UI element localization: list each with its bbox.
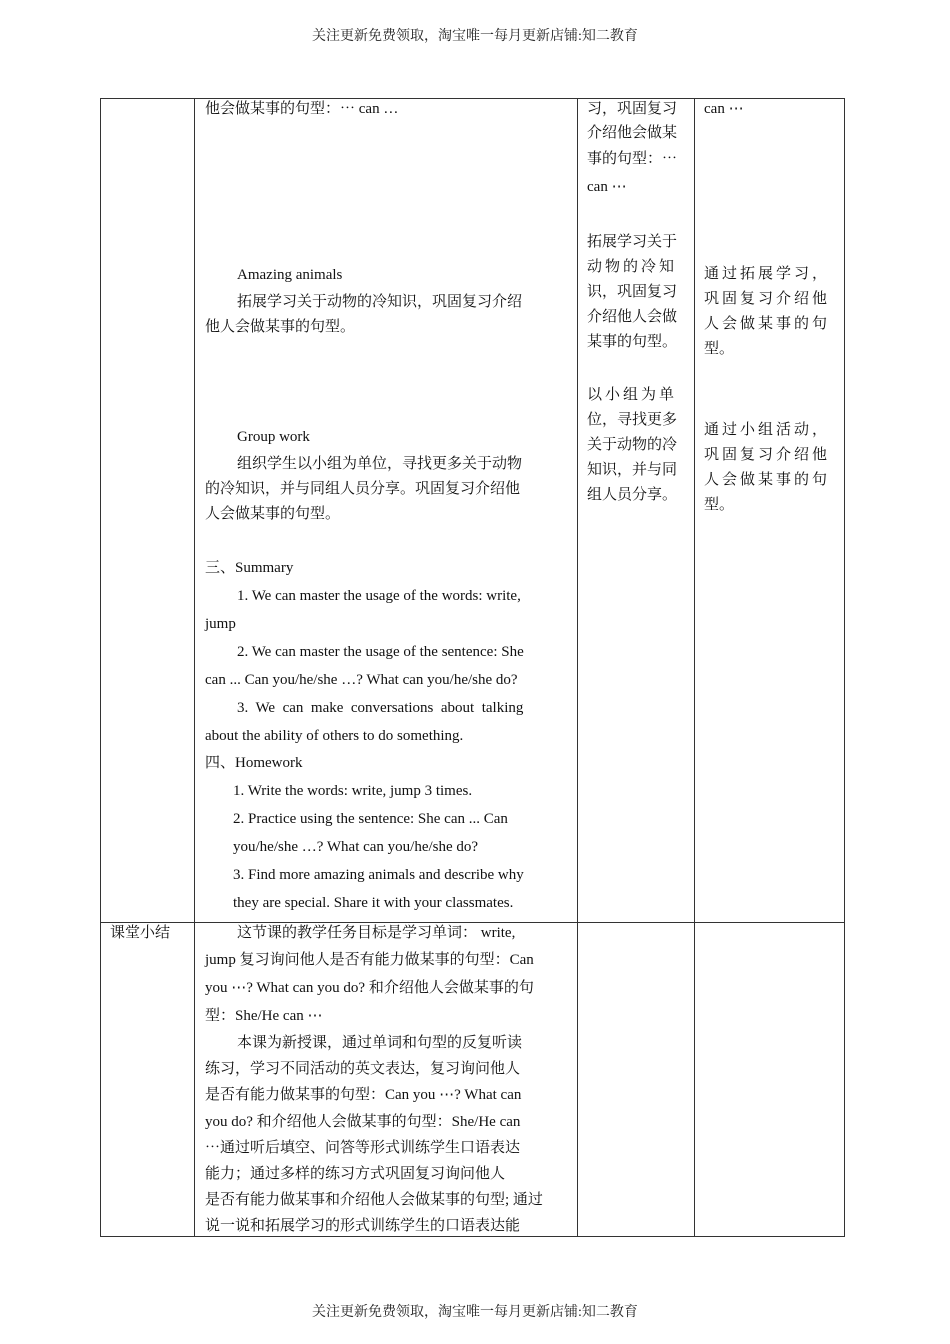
- design-intent-cell: [695, 923, 845, 1237]
- design-intent-text: 人会做某事的句: [704, 316, 831, 332]
- summary-item: 1. We can master the usage of the words: write,: [237, 588, 521, 604]
- student-activity-text: 介绍他会做某: [587, 125, 678, 141]
- homework-item: 1. Write the words: write, jump 3 times.: [233, 783, 473, 799]
- student-activity-text: 介绍他人会做: [587, 309, 678, 325]
- homework-item: they are special. Share it with your classmates.: [233, 895, 514, 911]
- student-activity-cell: [578, 99, 695, 923]
- student-activity-text: can ⋯: [587, 179, 627, 195]
- design-intent-text: 巩固复习介绍他: [704, 291, 831, 307]
- homework-title: 四、Homework: [205, 755, 303, 771]
- design-intent-text: 型。: [704, 497, 735, 513]
- lesson-plan-table: [100, 98, 845, 1237]
- summary-text: 型：She/He can ⋯: [205, 1008, 323, 1024]
- student-activity-text: 以小组为单: [587, 387, 678, 403]
- summary-text: 练习，学习不同活动的英文表达，复习询问他人: [205, 1061, 521, 1077]
- group-work-text: 组织学生以小组为单位，寻找更多关于动物: [237, 456, 523, 472]
- stage-label-cell: [101, 923, 195, 1237]
- student-activity-text: 动物的冷知: [587, 259, 678, 275]
- summary-text: 说一说和拓展学习的形式训练学生的口语表达能: [205, 1218, 521, 1234]
- page-footer: 关注更新免费领取，淘宝唯一每月更新店铺:知二教育: [312, 1305, 638, 1320]
- homework-item: you/he/she …? What can you/he/she do?: [233, 839, 479, 855]
- teaching-process-cell: [195, 923, 578, 1237]
- student-activity-text: 位，寻找更多: [587, 412, 678, 428]
- student-activity-cell: [578, 923, 695, 1237]
- summary-text: you ⋯? What can you do? 和介绍他人会做某事的句: [205, 980, 534, 996]
- summary-text: 本课为新授课，通过单词和句型的反复听读: [237, 1035, 523, 1051]
- summary-item: can ... Can you/he/she …? What can you/he/she do?: [205, 672, 518, 688]
- group-work-text: 的冷知识，并与同组人员分享。巩固复习介绍他: [205, 481, 521, 497]
- homework-item: 3. Find more amazing animals and describe why: [233, 867, 524, 883]
- table-row: [101, 99, 845, 923]
- design-intent-text: can ⋯: [704, 101, 744, 117]
- student-activity-text: 关于动物的冷: [587, 437, 678, 453]
- summary-text: jump 复习询问他人是否有能力做某事的句型：Can: [205, 952, 534, 968]
- summary-text: 能力；通过多样的练习方式巩固复习询问他人: [205, 1166, 506, 1182]
- table-row: [101, 923, 845, 1237]
- design-intent-cell: [695, 99, 845, 923]
- student-activity-text: 某事的句型。: [587, 334, 678, 350]
- summary-item: jump: [205, 616, 236, 632]
- homework-item: 2. Practice using the sentence: She can ... Can: [233, 811, 508, 827]
- student-activity-text: 习，巩固复习: [587, 101, 678, 117]
- summary-item: about the ability of others to do something.: [205, 728, 464, 744]
- summary-item: 3. We can make conversations about talking: [237, 700, 524, 716]
- amazing-animals-text: 拓展学习关于动物的冷知识，巩固复习介绍: [237, 294, 523, 310]
- design-intent-text: 通过小组活动，: [704, 422, 831, 438]
- design-intent-text: 型。: [704, 341, 735, 357]
- summary-text: 是否有能力做某事和介绍他人会做某事的句型; 通过: [205, 1192, 543, 1208]
- student-activity-text: 拓展学习关于: [587, 234, 678, 250]
- student-activity-text: 知识，并与同: [587, 462, 678, 478]
- summary-text: ⋯通过听后填空、问答等形式训练学生口语表达: [205, 1140, 521, 1156]
- summary-text: 这节课的教学任务目标是学习单词： write,: [237, 925, 516, 941]
- summary-item: 2. We can master the usage of the sentence: She: [237, 644, 524, 660]
- intro-line: 他会做某事的句型：⋯ can …: [205, 101, 399, 117]
- student-activity-text: 事的句型：⋯: [587, 151, 678, 167]
- teaching-process-cell: [195, 99, 578, 923]
- summary-text: 是否有能力做某事的句型：Can you ⋯? What can: [205, 1087, 522, 1103]
- design-intent-text: 巩固复习介绍他: [704, 447, 831, 463]
- student-activity-text: 组人员分享。: [587, 487, 678, 503]
- stage-label-cell: [101, 99, 195, 923]
- design-intent-text: 通过拓展学习，: [704, 266, 831, 282]
- group-work-text: 人会做某事的句型。: [205, 506, 341, 522]
- amazing-animals-title: Amazing animals: [237, 267, 343, 283]
- page-header: 关注更新免费领取，淘宝唯一每月更新店铺:知二教育: [312, 29, 638, 44]
- summary-text: you do? 和介绍他人会做某事的句型：She/He can: [205, 1114, 521, 1130]
- amazing-animals-text: 他人会做某事的句型。: [205, 319, 356, 335]
- stage-label: 课堂小结: [110, 925, 171, 941]
- summary-title: 三、Summary: [205, 560, 294, 576]
- student-activity-text: 识，巩固复习: [587, 284, 678, 300]
- group-work-title: Group work: [237, 429, 310, 445]
- design-intent-text: 人会做某事的句: [704, 472, 831, 488]
